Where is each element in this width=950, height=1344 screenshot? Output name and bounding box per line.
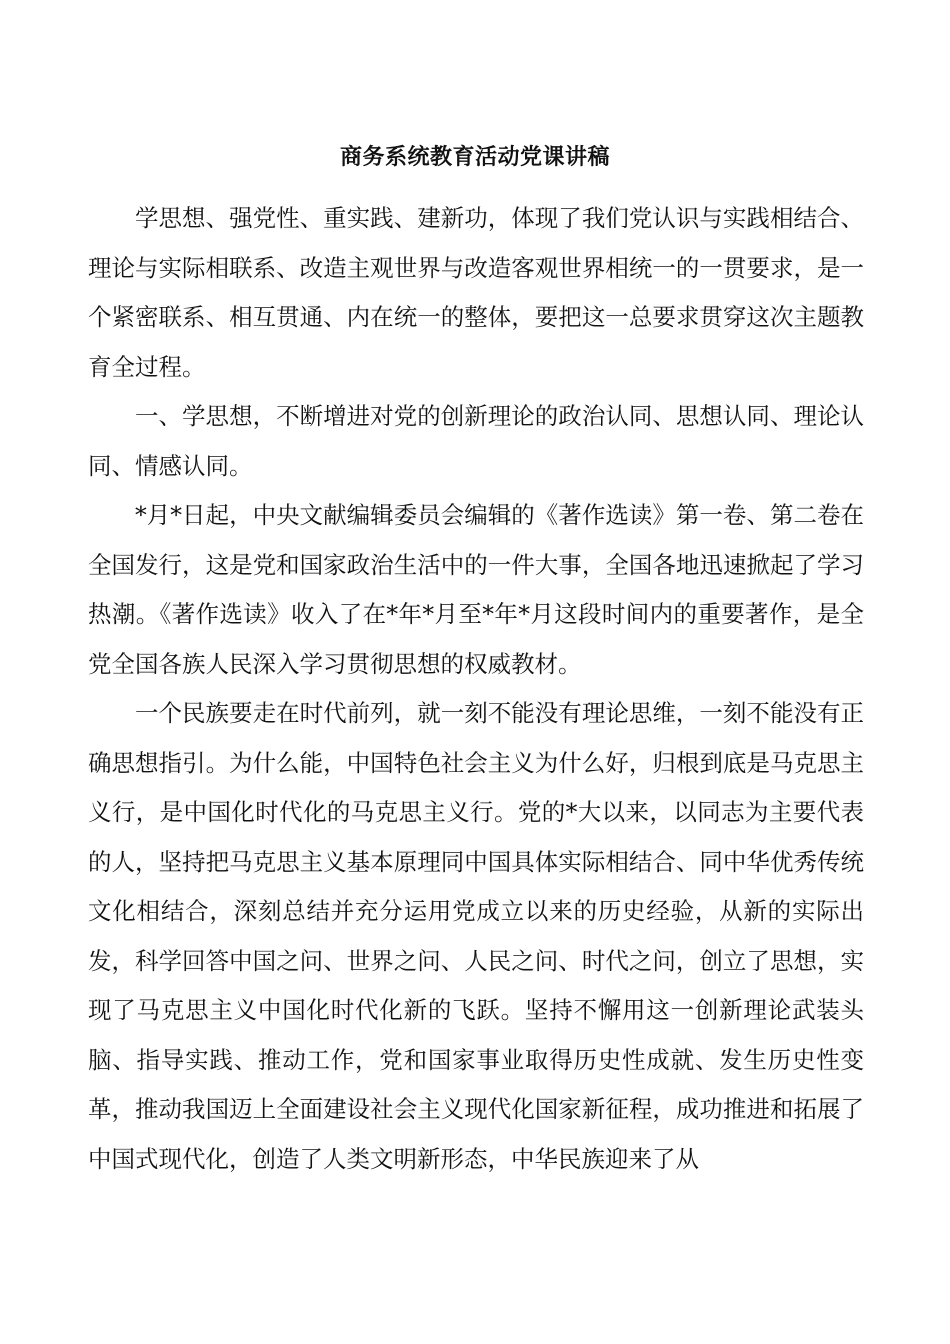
paragraph-intro: 学思想、强党性、重实践、建新功，体现了我们党认识与实践相结合、理论与实际相联系、改造主观世界与改造客观世界相统一的一贯要求，是一个紧密联系、相互贯通、内在统一的整体，要把这一总要求贯穿这次主题教育全过程。 bbox=[88, 204, 864, 381]
paragraph-section-heading: 一、学思想，不断增进对党的创新理论的政治认同、思想认同、理论认同、情感认同。 bbox=[88, 402, 864, 480]
document-title: 商务系统教育活动党课讲稿 bbox=[339, 144, 610, 170]
paragraph-publication: *月*日起，中央文献编辑委员会编辑的《著作选读》第一卷、第二卷在全国发行，这是党和国家政治生活中的一件大事，全国各地迅速掀起了学习热潮。《著作选读》收入了在*年*月至*年*月这段时间内的重要著作，是全党全国各族人民深入学习贯彻思想的权威教材。 bbox=[88, 501, 864, 678]
paragraph-theory: 一个民族要走在时代前列，就一刻不能没有理论思维，一刻不能没有正确思想指引。为什么能，中国特色社会主义为什么好，归根到底是马克思主义行，是中国化时代化的马克思主义行。党的*大以来，以同志为主要代表的人，坚持把马克思主义基本原理同中国具体实际相结合、同中华优秀传统文化相结合，深刻总结并充分运用党成立以来的历史经验，从新的实际出发，科学回答中国之问、世界之问、人民之问、时代之问，创立了思想，实现了马克思主义中国化时代化新的飞跃。坚持不懈用这一创新理论武装头脑、指导实践、推动工作，党和国家事业取得历史性成就、发生历史性变革，推动我国迈上全面建设社会主义现代化国家新征程，成功推进和拓展了中国式现代化，创造了人类文明新形态，中华民族迎来了从 bbox=[88, 699, 864, 1173]
document-body bbox=[88, 194, 864, 1184]
